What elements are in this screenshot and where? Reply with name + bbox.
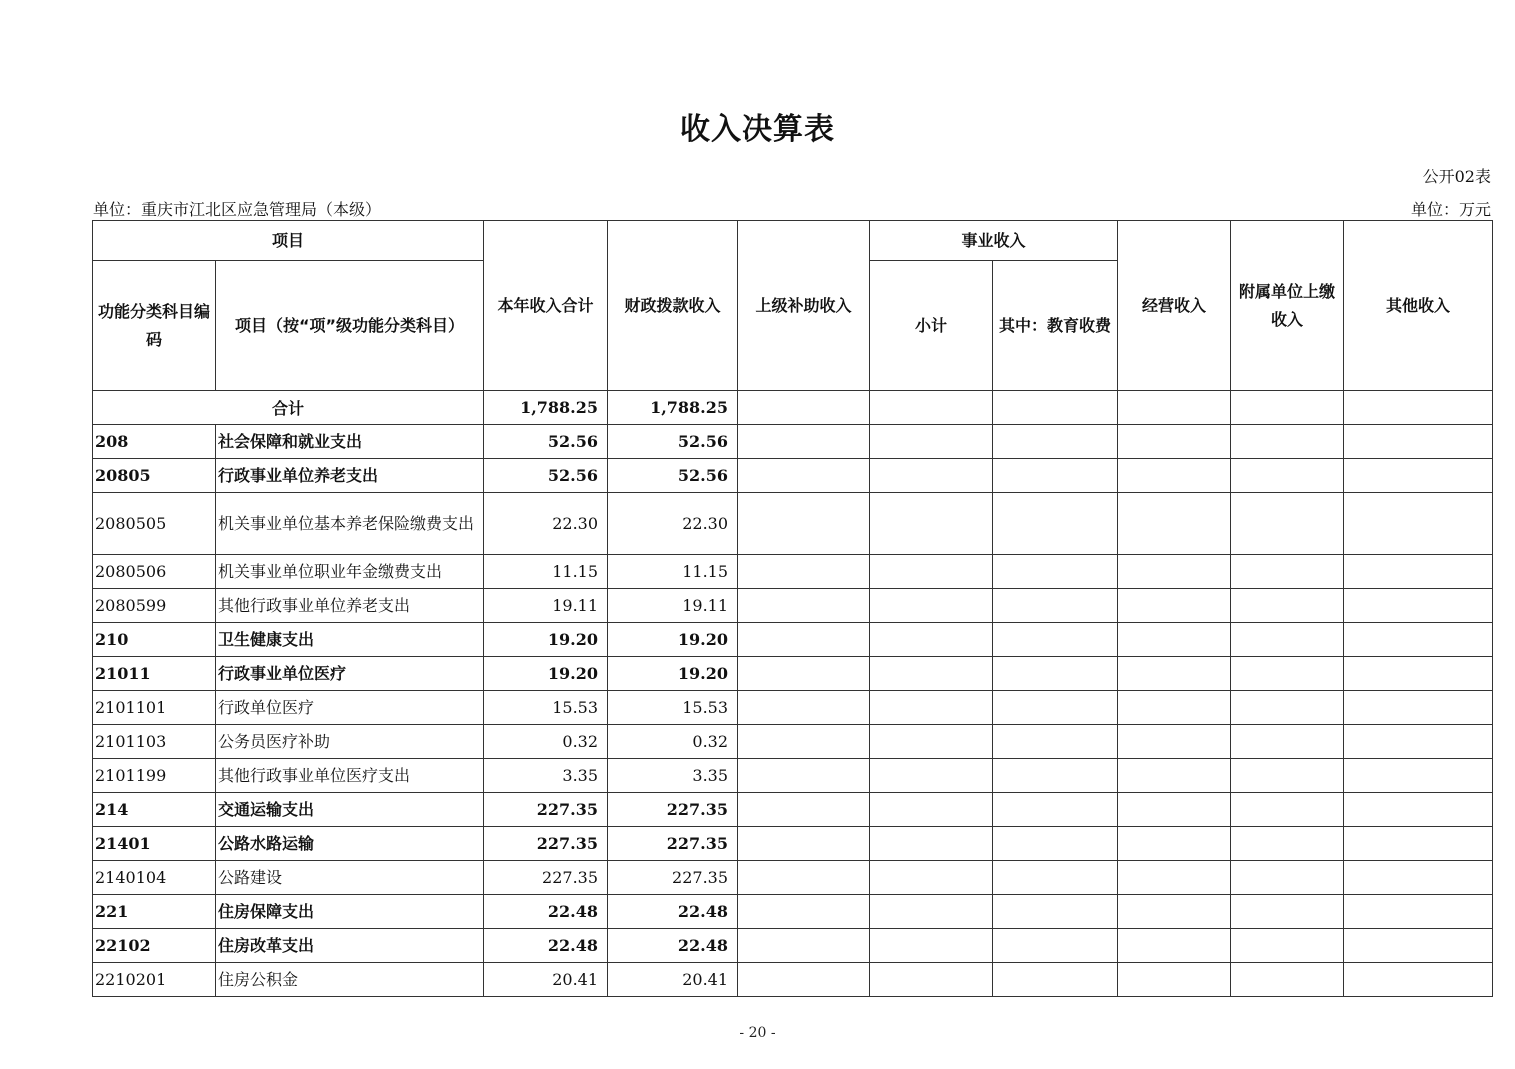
empty-cell [1231,589,1344,623]
row-code: 21401 [93,827,216,861]
empty-cell [738,725,870,759]
empty-cell [1344,759,1493,793]
page-number: - 20 - [739,1025,776,1041]
row-fiscal-income: 15.53 [608,691,738,725]
table-row [93,589,1493,623]
empty-cell [1344,555,1493,589]
empty-cell [993,589,1118,623]
header-education-fees: 其中：教育收费 [993,261,1118,391]
form-number: 公开02表 [1422,167,1491,186]
empty-cell [993,793,1118,827]
empty-cell [738,657,870,691]
empty-cell [738,555,870,589]
row-total-income: 22.48 [484,929,608,963]
row-name: 交通运输支出 [216,793,484,827]
empty-cell [1118,623,1231,657]
row-fiscal-income: 11.15 [608,555,738,589]
row-fiscal-income: 20.41 [608,963,738,997]
empty-cell [993,827,1118,861]
empty-cell [1118,493,1231,555]
empty-cell [1118,391,1231,425]
row-code: 2080505 [93,493,216,555]
header-total-income: 本年收入合计 [484,221,608,391]
table-body [93,391,1493,997]
row-code: 2101101 [93,691,216,725]
unit-currency: 单位：万元 [1410,200,1491,219]
total-row [93,391,1493,425]
empty-cell [870,827,993,861]
row-name: 行政单位医疗 [216,691,484,725]
empty-cell [870,759,993,793]
row-total-income: 11.15 [484,555,608,589]
row-name: 住房改革支出 [216,929,484,963]
empty-cell [993,425,1118,459]
empty-cell [870,691,993,725]
empty-cell [1231,493,1344,555]
row-fiscal-income: 227.35 [608,861,738,895]
table-row [93,759,1493,793]
header-name: 项目（按“项”级功能分类科目） [216,261,484,391]
empty-cell [738,759,870,793]
empty-cell [870,493,993,555]
table-header [93,221,1493,391]
row-code: 2080506 [93,555,216,589]
row-name: 社会保障和就业支出 [216,425,484,459]
empty-cell [738,963,870,997]
empty-cell [870,929,993,963]
empty-cell [1231,895,1344,929]
empty-cell [1118,691,1231,725]
empty-cell [993,895,1118,929]
empty-cell [1118,963,1231,997]
empty-cell [738,895,870,929]
empty-cell [993,861,1118,895]
empty-cell [870,963,993,997]
header-operating-income: 经营收入 [1118,221,1231,391]
empty-cell [1118,425,1231,459]
total-label: 合计 [93,391,484,425]
table-row [93,861,1493,895]
row-code: 2101199 [93,759,216,793]
empty-cell [1118,895,1231,929]
row-total-income: 227.35 [484,861,608,895]
empty-cell [1344,861,1493,895]
empty-cell [1344,895,1493,929]
empty-cell [1118,827,1231,861]
row-fiscal-income: 52.56 [608,425,738,459]
header-business-subtotal: 小计 [870,261,993,391]
table-row [93,493,1493,555]
row-total-income: 52.56 [484,459,608,493]
header-affiliated-income: 附属单位上缴收入 [1231,221,1344,391]
empty-cell [738,623,870,657]
empty-cell [1231,759,1344,793]
empty-cell [738,827,870,861]
table-row [93,691,1493,725]
header-item-group: 项目 [93,221,484,261]
table-row [93,555,1493,589]
table-row [93,623,1493,657]
row-fiscal-income: 22.48 [608,929,738,963]
row-fiscal-income: 0.32 [608,725,738,759]
empty-cell [1118,657,1231,691]
empty-cell [1231,459,1344,493]
empty-cell [1344,691,1493,725]
empty-cell [1118,589,1231,623]
row-fiscal-income: 22.48 [608,895,738,929]
row-fiscal-income: 52.56 [608,459,738,493]
row-total-income: 19.20 [484,623,608,657]
empty-cell [870,391,993,425]
empty-cell [1231,691,1344,725]
empty-cell [1231,861,1344,895]
row-code: 2101103 [93,725,216,759]
empty-cell [870,657,993,691]
header-other-income: 其他收入 [1344,221,1493,391]
row-code: 2210201 [93,963,216,997]
empty-cell [993,391,1118,425]
row-code: 2080599 [93,589,216,623]
empty-cell [1344,623,1493,657]
empty-cell [1344,425,1493,459]
row-fiscal-income: 19.20 [608,657,738,691]
row-name: 公务员医疗补助 [216,725,484,759]
empty-cell [1231,555,1344,589]
empty-cell [1118,555,1231,589]
empty-cell [993,657,1118,691]
empty-cell [870,793,993,827]
total-fiscal-value: 1,788.25 [608,391,738,425]
empty-cell [870,725,993,759]
table-row [93,827,1493,861]
empty-cell [1231,657,1344,691]
row-code: 21011 [93,657,216,691]
empty-cell [1118,929,1231,963]
income-table [92,220,1493,997]
row-code: 214 [93,793,216,827]
empty-cell [1118,759,1231,793]
row-name: 机关事业单位基本养老保险缴费支出 [216,493,484,555]
empty-cell [1231,623,1344,657]
row-code: 22102 [93,929,216,963]
empty-cell [1231,425,1344,459]
header-fiscal-income: 财政拨款收入 [608,221,738,391]
empty-cell [1231,391,1344,425]
table-row [93,725,1493,759]
empty-cell [870,459,993,493]
empty-cell [993,623,1118,657]
row-fiscal-income: 19.11 [608,589,738,623]
table-row [93,895,1493,929]
row-name: 住房保障支出 [216,895,484,929]
row-total-income: 20.41 [484,963,608,997]
empty-cell [1344,391,1493,425]
empty-cell [870,555,993,589]
row-fiscal-income: 22.30 [608,493,738,555]
table-row [93,459,1493,493]
header-business-income-group: 事业收入 [870,221,1118,261]
empty-cell [1118,725,1231,759]
empty-cell [1344,929,1493,963]
empty-cell [1118,459,1231,493]
empty-cell [1118,861,1231,895]
empty-cell [1344,657,1493,691]
empty-cell [870,895,993,929]
empty-cell [738,459,870,493]
empty-cell [993,929,1118,963]
empty-cell [738,425,870,459]
row-name: 卫生健康支出 [216,623,484,657]
row-name: 公路水路运输 [216,827,484,861]
empty-cell [738,493,870,555]
empty-cell [993,555,1118,589]
empty-cell [870,623,993,657]
empty-cell [1344,725,1493,759]
row-total-income: 19.20 [484,657,608,691]
empty-cell [1231,725,1344,759]
row-code: 210 [93,623,216,657]
row-code: 221 [93,895,216,929]
empty-cell [993,459,1118,493]
empty-cell [870,425,993,459]
empty-cell [738,589,870,623]
row-name: 住房公积金 [216,963,484,997]
row-name: 行政事业单位养老支出 [216,459,484,493]
empty-cell [1344,793,1493,827]
row-total-income: 227.35 [484,793,608,827]
row-name: 行政事业单位医疗 [216,657,484,691]
row-total-income: 22.48 [484,895,608,929]
header-superior-subsidy: 上级补助收入 [738,221,870,391]
empty-cell [738,391,870,425]
empty-cell [1344,963,1493,997]
empty-cell [1231,963,1344,997]
row-name: 公路建设 [216,861,484,895]
table-row [93,929,1493,963]
row-total-income: 52.56 [484,425,608,459]
table-row [93,793,1493,827]
empty-cell [738,691,870,725]
empty-cell [870,861,993,895]
table-row [93,657,1493,691]
row-total-income: 0.32 [484,725,608,759]
row-name: 机关事业单位职业年金缴费支出 [216,555,484,589]
empty-cell [1344,493,1493,555]
empty-cell [1118,793,1231,827]
row-code: 208 [93,425,216,459]
table-row [93,425,1493,459]
row-total-income: 227.35 [484,827,608,861]
empty-cell [1231,793,1344,827]
header-code: 功能分类科目编码 [93,261,216,391]
empty-cell [993,493,1118,555]
row-total-income: 15.53 [484,691,608,725]
empty-cell [993,691,1118,725]
empty-cell [993,963,1118,997]
empty-cell [870,589,993,623]
empty-cell [1231,929,1344,963]
row-total-income: 3.35 [484,759,608,793]
total-income-value: 1,788.25 [484,391,608,425]
empty-cell [993,759,1118,793]
row-fiscal-income: 227.35 [608,793,738,827]
empty-cell [738,929,870,963]
row-name: 其他行政事业单位养老支出 [216,589,484,623]
empty-cell [1231,827,1344,861]
row-name: 其他行政事业单位医疗支出 [216,759,484,793]
row-code: 2140104 [93,861,216,895]
table-row [93,963,1493,997]
row-fiscal-income: 227.35 [608,827,738,861]
row-code: 20805 [93,459,216,493]
empty-cell [1344,827,1493,861]
empty-cell [738,793,870,827]
page-title: 收入决算表 [680,112,835,147]
row-fiscal-income: 3.35 [608,759,738,793]
empty-cell [1344,459,1493,493]
row-total-income: 22.30 [484,493,608,555]
row-fiscal-income: 19.20 [608,623,738,657]
unit-organization: 单位：重庆市江北区应急管理局（本级） [93,200,382,219]
empty-cell [1344,589,1493,623]
empty-cell [993,725,1118,759]
row-total-income: 19.11 [484,589,608,623]
empty-cell [738,861,870,895]
